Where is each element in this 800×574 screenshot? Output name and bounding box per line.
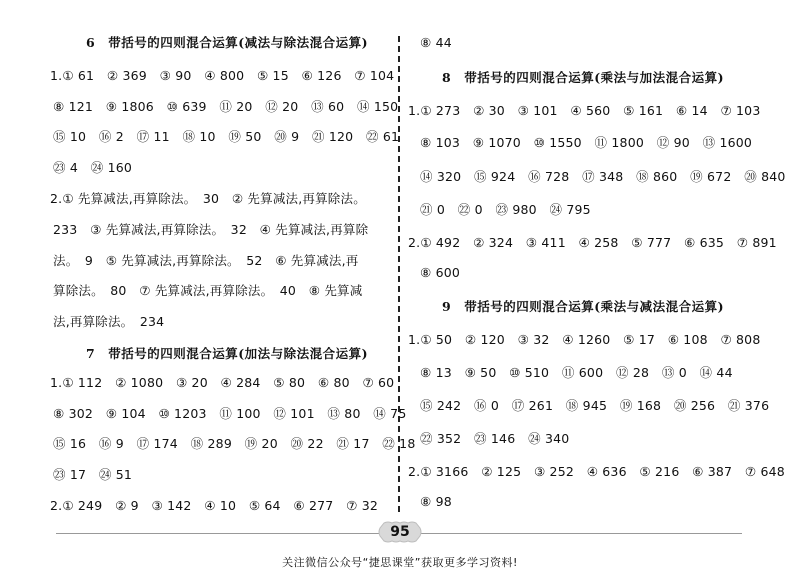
s9-line-4: ㉒ 352 ㉓ 146 ㉔ 340	[420, 431, 570, 446]
s6-line-5: 2.① 先算减法,再算除法。 30 ② 先算减法,再算除法。	[50, 191, 366, 206]
s6-line-8: 算除法。 80 ⑦ 先算减法,再算除法。 40 ⑧ 先算减	[53, 283, 363, 298]
section-8-title: 8 带括号的四则混合运算(乘法与加法混合运算)	[442, 70, 725, 85]
s6-line-7: 法。 9 ⑤ 先算减法,再算除法。 52 ⑥ 先算减法,再	[53, 253, 359, 268]
section-7-title: 7 带括号的四则混合运算(加法与除法混合运算)	[86, 346, 369, 361]
s8-line-1: 1.① 273 ② 30 ③ 101 ④ 560 ⑤ 161 ⑥ 14 ⑦ 103	[408, 103, 761, 118]
s7-line-5: 2.① 249 ② 9 ③ 142 ④ 10 ⑤ 64 ⑥ 277 ⑦ 32	[50, 498, 379, 513]
s8-line-3: ⑭ 320 ⑮ 924 ⑯ 728 ⑰ 348 ⑱ 860 ⑲ 672 ⑳ 840	[420, 169, 786, 184]
s7-line-2: ⑧ 302 ⑨ 104 ⑩ 1203 ⑪ 100 ⑫ 101 ⑬ 80 ⑭ 75	[53, 406, 407, 421]
page-number: 95	[390, 524, 410, 540]
section-6-title: 6 带括号的四则混合运算(减法与除法混合运算)	[86, 35, 369, 50]
section-9-title: 9 带括号的四则混合运算(乘法与减法混合运算)	[442, 299, 725, 314]
s9-line-6: ⑧ 98	[420, 494, 452, 509]
s9-line-3: ⑮ 242 ⑯ 0 ⑰ 261 ⑱ 945 ⑲ 168 ⑳ 256 ㉑ 376	[420, 398, 770, 413]
s6-line-9: 法,再算除法。 234	[53, 314, 165, 329]
s7-line-4: ㉓ 17 ㉔ 51	[53, 467, 133, 482]
footer-note: 关注微信公众号“捷思课堂”获取更多学习资料!	[282, 556, 518, 569]
s6-line-6: 233 ③ 先算减法,再算除法。 32 ④ 先算减法,再算除	[53, 222, 369, 237]
s6-line-2: ⑧ 121 ⑨ 1806 ⑩ 639 ⑪ 20 ⑫ 20 ⑬ 60 ⑭ 150	[53, 99, 399, 114]
s9-line-1: 1.① 50 ② 120 ③ 32 ④ 1260 ⑤ 17 ⑥ 108 ⑦ 808	[408, 332, 761, 347]
s8-line-5: 2.① 492 ② 324 ③ 411 ④ 258 ⑤ 777 ⑥ 635 ⑦ 891	[408, 235, 777, 250]
column-divider	[398, 36, 400, 512]
s6-line-1: 1.① 61 ② 369 ③ 90 ④ 800 ⑤ 15 ⑥ 126 ⑦ 104	[50, 68, 395, 83]
s6-line-3: ⑮ 10 ⑯ 2 ⑰ 11 ⑱ 10 ⑲ 50 ⑳ 9 ㉑ 120 ㉒ 61	[53, 129, 400, 144]
s9-line-2: ⑧ 13 ⑨ 50 ⑩ 510 ⑪ 600 ⑫ 28 ⑬ 0 ⑭ 44	[420, 365, 733, 380]
s8-line-6: ⑧ 600	[420, 265, 461, 280]
s8-line-2: ⑧ 103 ⑨ 1070 ⑩ 1550 ⑪ 1800 ⑫ 90 ⑬ 1600	[420, 135, 753, 150]
s7-line-3: ⑮ 16 ⑯ 9 ⑰ 174 ⑱ 289 ⑲ 20 ⑳ 22 ㉑ 17 ㉒ 18	[53, 436, 416, 451]
s8-line-4: ㉑ 0 ㉒ 0 ㉓ 980 ㉔ 795	[420, 202, 591, 217]
s6-line-4: ㉓ 4 ㉔ 160	[53, 160, 133, 175]
carry-line: ⑧ 44	[420, 35, 452, 50]
s9-line-5: 2.① 3166 ② 125 ③ 252 ④ 636 ⑤ 216 ⑥ 387 ⑦ 648	[408, 464, 785, 479]
s7-line-1: 1.① 112 ② 1080 ③ 20 ④ 284 ⑤ 80 ⑥ 80 ⑦ 60	[50, 375, 395, 390]
